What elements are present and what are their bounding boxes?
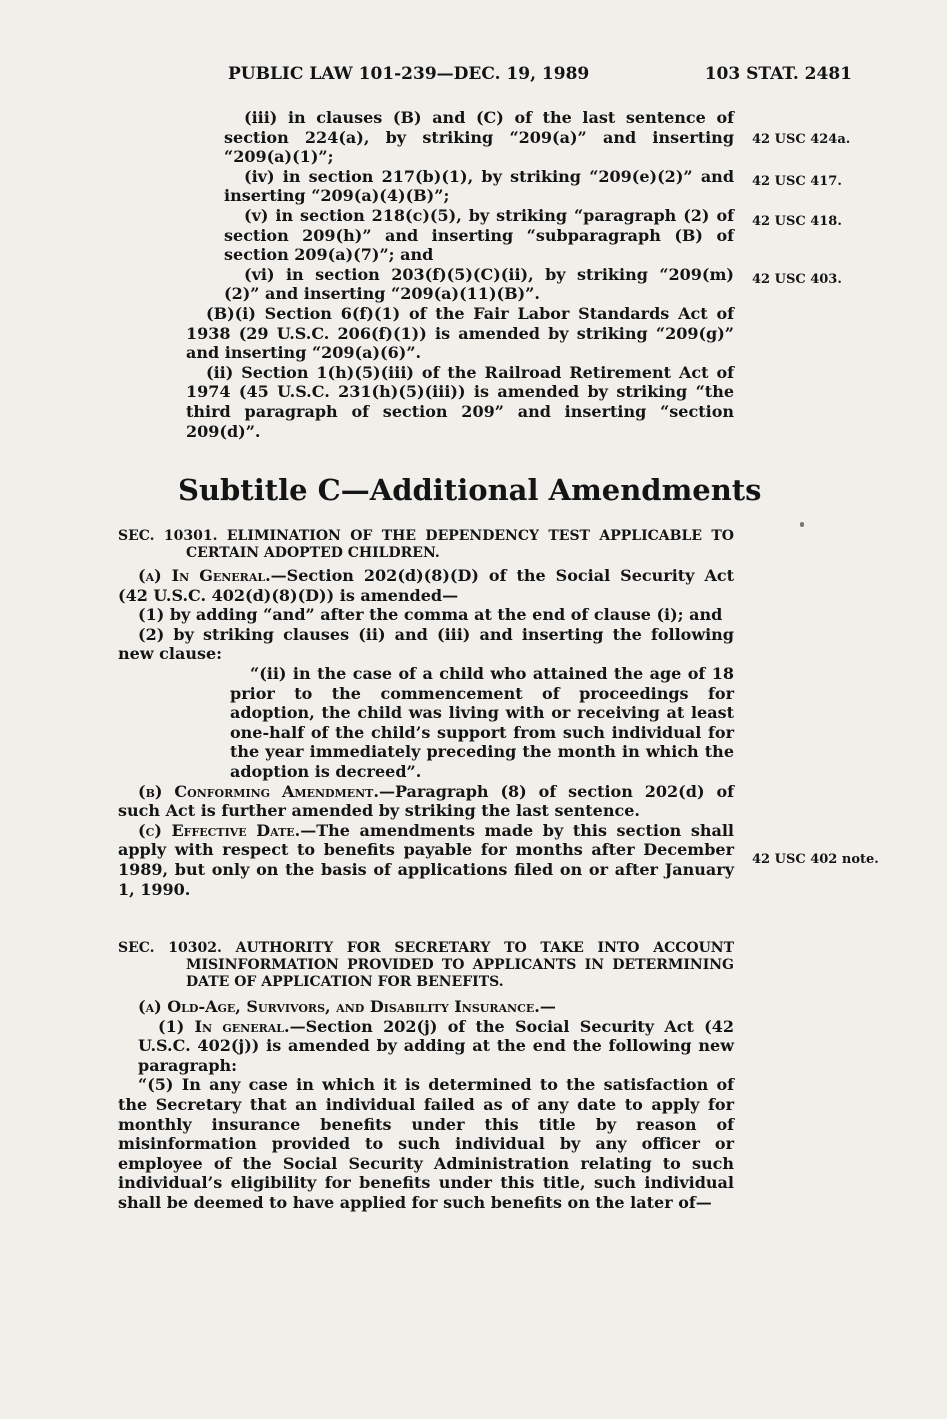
- clause-iv: (iv) in section 217(b)(1), by striking “209(e)(2)” and inserting “209(a)(4)(B)”;: [224, 166, 734, 206]
- running-header-right: 103 STAT. 2481: [704, 64, 852, 84]
- section-10301-b: [118, 782, 734, 821]
- subtitle-heading: Subtitle C—Additional Amendments: [178, 473, 762, 507]
- section-10302-heading: SEC. 10302. AUTHORITY FOR SECRETARY TO TAKE INTO ACCOUNT MISINFORMATION PROVIDED TO APPLICANTS IN DETERMINING DATE OF APPLICATION FOR BENEFITS.: [118, 940, 734, 990]
- section-10302-paragraph-5: “(5) In any case in which it is determined to the satisfaction of the Secretary that an individual failed as of any date to apply for monthly insurance benefits under this title by reason of misinformation provided to such individual by any officer or employee of the Social Security Administration relating to such individual’s eligibility for benefits under this title, such individual shall be deemed to have applied for such benefits on the later of—: [118, 1075, 734, 1212]
- section-10301-a-text: —Section 202(d)(8)(D) of the Social Security Act (42 U.S.C. 402(d)(8)(D)) is amended—: [118, 566, 734, 605]
- section-10301-quote: “(ii) in the case of a child who attained the age of 18 prior to the commencement of proceedings for adoption, the child was living with or receiving at least one-half of the child’s support from such individual for the year immediately preceding the month in which the adoption is decreed”.: [230, 663, 734, 781]
- section-10301-a1: (1) by adding “and” after the comma at the end of clause (i); and: [138, 605, 723, 625]
- top-block: [118, 108, 734, 441]
- section-10301-b-text: —Paragraph (8) of section 202(d) of such Act is further amended by striking the last sentence.: [118, 781, 735, 821]
- section-10301-c-caption: (c) Effective Date.: [138, 820, 301, 840]
- section-10302-a1: [118, 1017, 734, 1076]
- section-10301-a-caption: (a) In General.: [138, 566, 271, 585]
- section-10301-a: [118, 566, 734, 605]
- clause-B-ii: (ii) Section 1(h)(5)(iii) of the Railroad Retirement Act of 1974 (45 U.S.C. 231(h)(5)(iii)) is amended by striking “the third paragraph of section 209” and inserting “section 209(d)”.: [186, 362, 734, 441]
- section-10301-heading: SEC. 10301. ELIMINATION OF THE DEPENDENCY TEST APPLICABLE TO CERTAIN ADOPTED CHILDREN.: [118, 528, 734, 561]
- section-10302-a: [118, 997, 734, 1017]
- section-10302: [118, 940, 734, 1213]
- section-10302-a-caption: (a) Old-Age, Survivors, and Disability Insurance.: [138, 997, 540, 1016]
- running-header-left: PUBLIC LAW 101-239—DEC. 19, 1989: [228, 64, 590, 84]
- section-10301-a2: (2) by striking clauses (ii) and (iii) and inserting the following new clause:: [118, 624, 734, 664]
- margin-note-5: 42 USC 402 note.: [752, 852, 879, 867]
- clause-iii: (iii) in clauses (B) and (C) of the last sentence of section 224(a), by striking “209(a)” and inserting “209(a)(1)”;: [224, 108, 734, 167]
- section-10302-a1-caption: (1) In general.: [158, 1016, 290, 1036]
- section-10302-a-dash: —: [539, 997, 556, 1016]
- margin-note-3: 42 USC 418.: [752, 214, 842, 229]
- section-10301-b-caption: (b) Conforming Amendment.: [138, 781, 379, 801]
- print-speck: [800, 522, 804, 527]
- clause-B-i: (B)(i) Section 6(f)(1) of the Fair Labor Standards Act of 1938 (29 U.S.C. 206(f)(1)) is amended by striking “209(g)” and inserting “209(a)(6)”.: [186, 303, 734, 363]
- margin-note-1: 42 USC 424a.: [752, 132, 851, 147]
- section-10301-c-text: —The amendments made by this section shall apply with respect to benefits payable for months after December 1989, but only on the basis of applications filed on or after January 1, 1990.: [118, 820, 734, 899]
- section-10301: [118, 528, 734, 899]
- margin-note-2: 42 USC 417.: [752, 174, 842, 189]
- margin-note-4: 42 USC 403.: [752, 272, 842, 287]
- clause-vi: (vi) in section 203(f)(5)(C)(ii), by striking “209(m)(2)” and inserting “209(a)(11)(B)”.: [224, 264, 734, 304]
- section-10302-a1-text: —Section 202(j) of the Social Security Act (42 U.S.C. 402(j)) is amended by adding at the end the following new paragraph:: [138, 1016, 734, 1075]
- section-10301-c: [118, 821, 734, 899]
- clause-v: (v) in section 218(c)(5), by striking “paragraph (2) of section 209(h)” and inserting “subparagraph (B) of section 209(a)(7)”; and: [224, 205, 734, 265]
